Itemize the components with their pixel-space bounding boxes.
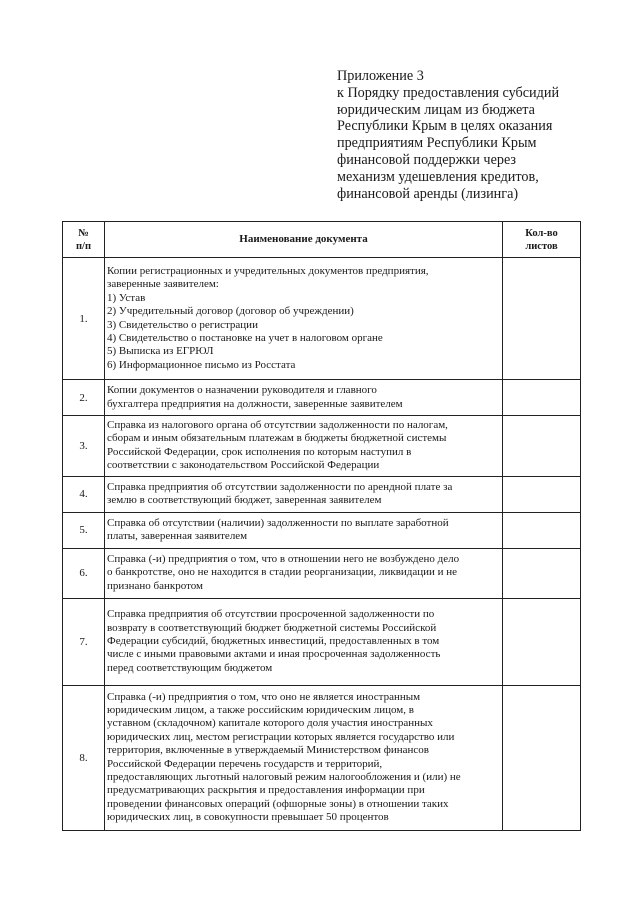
document-name-line: юридических лиц, местом регистрации которых является государство или xyxy=(107,730,455,743)
table-row xyxy=(63,685,581,830)
sheet-count-cell xyxy=(503,476,581,512)
document-name-line: 4) Свидетельство о постановке на учет в налоговом органе xyxy=(107,331,383,344)
row-number: 6. xyxy=(63,548,105,598)
document-name-line: Справка (-и) предприятия о том, что оно не является иностранным xyxy=(107,690,421,703)
document-name-line: 3) Свидетельство о регистрации xyxy=(107,318,258,331)
table-row xyxy=(63,512,581,548)
document-name-line: перед соответствующим бюджетом xyxy=(107,661,273,674)
document-name-cell xyxy=(105,685,503,830)
document-name-line: проведении финансовых операций (офшорные зоны) в отношении таких xyxy=(107,797,449,810)
document-name-cell xyxy=(105,598,503,685)
sheet-count-cell xyxy=(503,512,581,548)
document-name-line: Российской Федерации перечень государств и территорий, xyxy=(107,757,383,770)
row-number: 1. xyxy=(63,258,105,380)
document-name-line: Справка об отсутствии (наличии) задолженности по выплате заработной xyxy=(107,516,449,529)
document-name-line: юридическим лицом, а также российским юридическим лицом, в xyxy=(107,704,414,716)
document-name-line: Справка предприятия об отсутствии просроченной задолженности по xyxy=(107,608,435,621)
sheet-count-cell xyxy=(503,598,581,685)
document-name-line: возврату в соответствующий бюджет бюджетной системы Российской xyxy=(107,621,437,634)
document-name-line: территория, включенные в утверждаемый Министерством финансов xyxy=(107,744,430,757)
sheet-count-cell xyxy=(503,258,581,380)
document-name-cell xyxy=(105,416,503,477)
document-name-line: Справка из налогового органа об отсутствии задолженности по налогам, xyxy=(107,419,448,431)
appendix-header-line: предприятиям Республики Крым xyxy=(337,135,537,152)
table-body xyxy=(63,258,581,831)
column-header-sheet-count xyxy=(503,222,581,258)
sheet-count-cell xyxy=(503,685,581,830)
row-number: 8. xyxy=(63,685,105,830)
document-name-line: сборам и иным обязательным платежам в бюджеты бюджетной системы xyxy=(107,432,447,445)
appendix-header-line: к Порядку предоставления субсидий xyxy=(337,84,560,101)
document-name-line: бухгалтера предприятия на должности, заверенные заявителем xyxy=(107,397,403,410)
column-header-count-line1: Кол-во xyxy=(525,227,558,239)
document-name-line: признано банкротом xyxy=(107,579,204,592)
appendix-header-line: Республики Крым в целях оказания xyxy=(337,118,553,135)
row-number: 5. xyxy=(63,512,105,548)
sheet-count-cell xyxy=(503,380,581,416)
document-name-line: Копии документов о назначении руководителя и главного xyxy=(107,384,377,397)
document-name-line: уставном (складочном) капитале которого доля участия иностранных xyxy=(107,717,433,730)
document-name-line: землю в соответствующий бюджет, заверенная заявителем xyxy=(107,494,382,507)
row-number: 4. xyxy=(63,476,105,512)
document-name-line: 1) Устав xyxy=(107,291,146,304)
column-header-number-line1: № xyxy=(78,227,89,239)
documents-table xyxy=(62,221,581,831)
column-header-number xyxy=(63,222,105,258)
appendix-header xyxy=(337,68,637,202)
appendix-header-line: механизм удешевления кредитов, xyxy=(337,168,539,185)
document-name-line: предоставляющих льготный налоговый режим налогообложения и (или) не xyxy=(107,771,461,784)
appendix-header-line: финансовой аренды (лизинга) xyxy=(337,185,519,202)
document-name-line: о банкротстве, оно не находится в стадии реорганизации, ликвидации и не xyxy=(107,566,458,579)
document-name-line: Российской Федерации, срок исполнения по которым наступил в xyxy=(107,445,412,458)
row-number: 3. xyxy=(63,416,105,477)
table-header-row xyxy=(63,222,581,258)
row-number: 2. xyxy=(63,380,105,416)
document-name-line: 6) Информационное письмо из Росстата xyxy=(107,358,296,371)
appendix-header-line: юридическим лицам из бюджета xyxy=(337,101,535,118)
document-name-line: заверенные заявителем: xyxy=(107,278,219,291)
table-row xyxy=(63,476,581,512)
row-number: 7. xyxy=(63,598,105,685)
document-name-line: 2) Учредительный договор (договор об учреждении) xyxy=(107,305,354,318)
sheet-count-cell xyxy=(503,548,581,598)
document-name-cell xyxy=(105,548,503,598)
column-header-count-line2: листов xyxy=(525,240,558,252)
column-header-number-line2: п/п xyxy=(75,240,92,252)
document-name-line: Справка предприятия об отсутствии задолженности по арендной плате за xyxy=(107,480,453,493)
document-name-line: платы, заверенная заявителем xyxy=(107,530,248,543)
appendix-header-line: Приложение 3 xyxy=(337,68,424,84)
document-name-line: 5) Выписка из ЕГРЮЛ xyxy=(107,345,214,358)
document-name-cell xyxy=(105,258,503,380)
document-name-line: предусматривающих раскрытия и предоставления информации при xyxy=(107,784,425,797)
document-name-line: числе с иными правовыми актами и иная просроченная задолженность xyxy=(107,648,441,661)
document-name-line: Федерации субсидий, бюджетных инвестиций, предоставленных в том xyxy=(107,634,440,647)
table-row xyxy=(63,258,581,380)
document-name-line: Копии регистрационных и учредительных документов предприятия, xyxy=(107,264,429,277)
document-name-cell xyxy=(105,512,503,548)
table-row xyxy=(63,598,581,685)
column-header-document-name: Наименование документа xyxy=(105,222,503,258)
document-name-cell xyxy=(105,476,503,512)
table-row xyxy=(63,416,581,477)
table-row xyxy=(63,380,581,416)
appendix-header-line: финансовой поддержки через xyxy=(337,151,517,168)
document-name-line: юридических лиц, в совокупности превышает 50 процентов xyxy=(107,811,389,824)
table-row xyxy=(63,548,581,598)
sheet-count-cell xyxy=(503,416,581,477)
document-name-line: соответствии с законодательством Российской Федерации xyxy=(107,459,380,472)
document-name-line: Справка (-и) предприятия о том, что в отношении него не возбуждено дело xyxy=(107,553,460,566)
document-name-cell xyxy=(105,380,503,416)
